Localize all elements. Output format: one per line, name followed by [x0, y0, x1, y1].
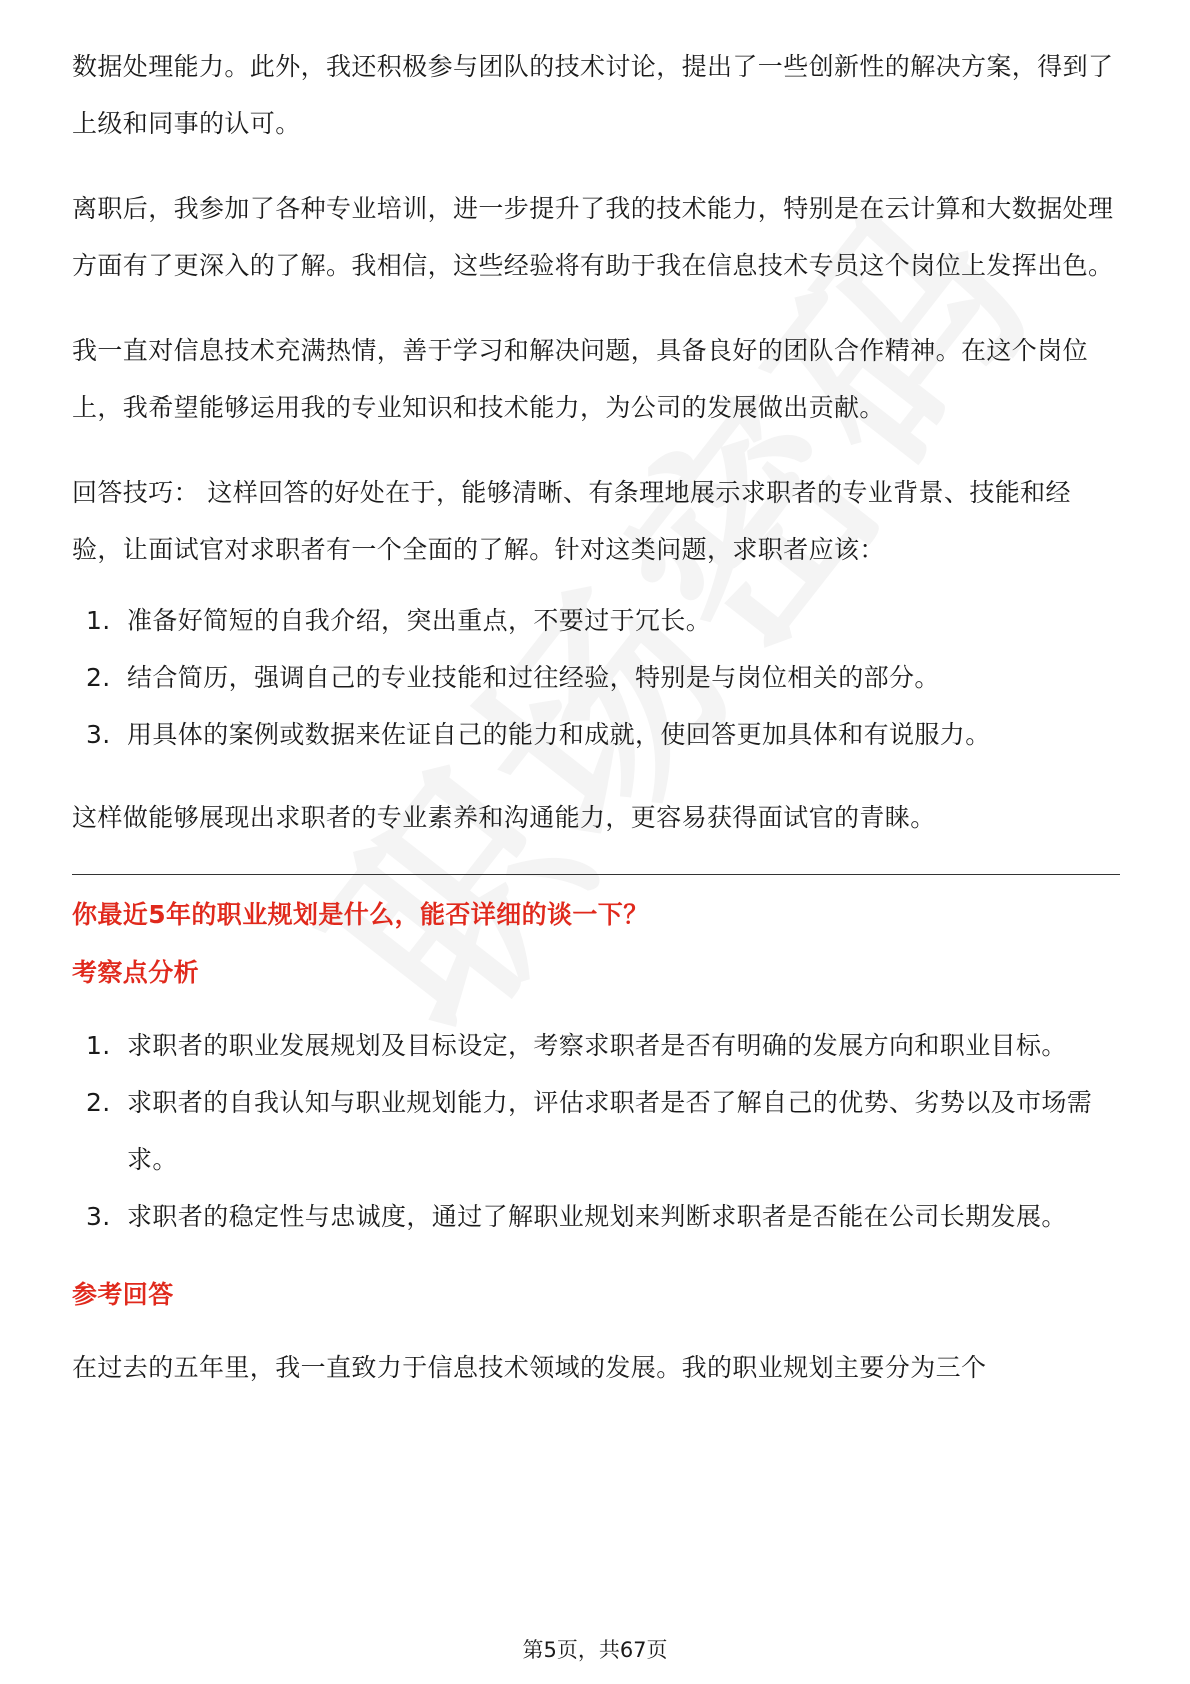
reference-answer-heading: 参考回答: [72, 1280, 174, 1309]
analysis-list: [72, 1017, 1120, 1245]
list-item-text: 求职者的职业发展规划及目标设定，考察求职者是否有明确的发展方向和职业目标。: [127, 1031, 1067, 1060]
list-number: 1.: [86, 1031, 111, 1060]
list-item-text: 求职者的稳定性与忠诚度，通过了解职业规划来判断求职者是否能在公司长期发展。: [127, 1202, 1067, 1231]
reference-answer-paragraph: 在过去的五年里，我一直致力于信息技术领域的发展。我的职业规划主要分为三个: [72, 1353, 987, 1382]
list-item: [72, 1074, 1120, 1188]
section-divider: [72, 874, 1120, 875]
page-footer: 第5页，共67页: [522, 1638, 668, 1662]
list-item-text: 结合简历，强调自己的专业技能和过往经验，特别是与岗位相关的部分。: [127, 663, 940, 692]
list-item: [72, 649, 1120, 706]
document-page: [72, 38, 1120, 1424]
list-number: 3.: [86, 1202, 111, 1231]
question-heading: 你最近5年的职业规划是什么，能否详细的谈一下？: [72, 900, 649, 929]
tips-list: [72, 592, 1120, 763]
paragraph-training: 离职后，我参加了各种专业培训，进一步提升了我的技术能力，特别是在云计算和大数据处理方面有了更深入的了解。我相信，这些经验将有助于我在信息技术专员这个岗位上发挥出色。: [72, 194, 1114, 280]
list-item-text: 用具体的案例或数据来佐证自己的能力和成就，使回答更加具体和有说服力。: [127, 720, 991, 749]
paragraph-tech-discussion: 数据处理能力。此外，我还积极参与团队的技术讨论，提出了一些创新性的解决方案，得到了上级和同事的认可。: [72, 52, 1114, 138]
list-number: 2.: [86, 1088, 111, 1117]
paragraph-passion: 我一直对信息技术充满热情，善于学习和解决问题，具备良好的团队合作精神。在这个岗位上，我希望能够运用我的专业知识和技术能力，为公司的发展做出贡献。: [72, 336, 1089, 422]
list-number: 1.: [86, 606, 111, 635]
list-item: [72, 1017, 1120, 1074]
list-item: [72, 592, 1120, 649]
list-number: 2.: [86, 663, 111, 692]
list-item: [72, 706, 1120, 763]
list-item-text: 准备好简短的自我介绍，突出重点，不要过于冗长。: [127, 606, 712, 635]
list-item-text: 求职者的自我认知与职业规划能力，评估求职者是否了解自己的优势、劣势以及市场需求。: [127, 1088, 1093, 1174]
list-item: [72, 1188, 1120, 1245]
analysis-heading: 考察点分析: [72, 958, 200, 987]
answer-tips-paragraph: 回答技巧： 这样回答的好处在于，能够清晰、有条理地展示求职者的专业背景、技能和经验，让面试官对求职者有一个全面的了解。针对这类问题，求职者应该：: [72, 478, 1071, 564]
closing-paragraph: 这样做能够展现出求职者的专业素养和沟通能力，更容易获得面试官的青睐。: [72, 803, 936, 832]
list-number: 3.: [86, 720, 111, 749]
